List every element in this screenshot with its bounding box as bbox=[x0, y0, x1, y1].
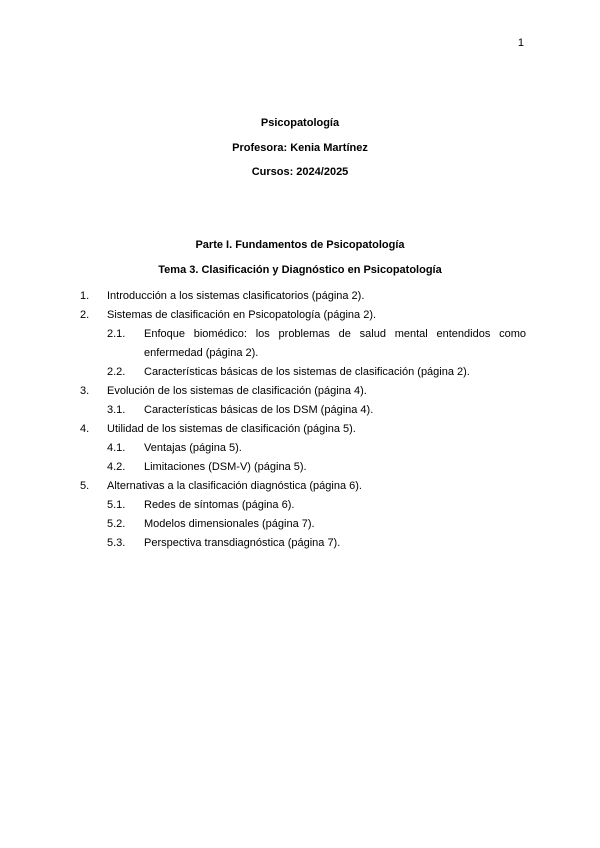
part-title: Parte I. Fundamentos de Psicopatología bbox=[195, 239, 405, 251]
toc-text: Sistemas de clasificación en Psicopatología (página 2). bbox=[107, 309, 377, 321]
topic-title: Tema 3. Clasificación y Diagnóstico en Psicopatología bbox=[158, 264, 442, 276]
toc-number: 5. bbox=[80, 480, 90, 492]
professor-name: Profesora: Kenia Martínez bbox=[232, 142, 368, 154]
toc-text: Redes de síntomas (página 6). bbox=[144, 499, 295, 511]
toc-text: Modelos dimensionales (página 7). bbox=[144, 518, 315, 530]
toc-text: Perspectiva transdiagnóstica (página 7). bbox=[144, 537, 341, 549]
course-year: Cursos: 2024/2025 bbox=[251, 166, 349, 178]
toc-number: 5.3. bbox=[107, 537, 126, 549]
toc-number: 5.2. bbox=[107, 518, 126, 530]
toc-text: Introducción a los sistemas clasificatorios (página 2). bbox=[107, 290, 365, 302]
toc-text: Características básicas de los sistemas de clasificación (página 2). bbox=[144, 366, 470, 378]
toc-text: Evolución de los sistemas de clasificación (página 4). bbox=[107, 385, 367, 397]
page-number: 1 bbox=[517, 37, 524, 49]
toc-number: 2. bbox=[80, 309, 90, 321]
toc-number: 2.1. bbox=[107, 328, 126, 340]
toc-number: 5.1. bbox=[107, 499, 126, 511]
document-title: Psicopatología bbox=[260, 117, 340, 129]
toc-number: 4. bbox=[80, 423, 90, 435]
toc-number: 4.1. bbox=[107, 442, 126, 454]
toc-number: 1. bbox=[80, 290, 90, 302]
toc-number: 2.2. bbox=[107, 366, 126, 378]
toc-text: Ventajas (página 5). bbox=[144, 442, 242, 454]
toc-text: Enfoque biomédico: los problemas de salud mental entendidos como bbox=[144, 328, 526, 340]
toc-number: 3.1. bbox=[107, 404, 126, 416]
toc-text: Utilidad de los sistemas de clasificación (página 5). bbox=[107, 423, 356, 435]
toc-number: 3. bbox=[80, 385, 90, 397]
toc-text: Alternativas a la clasificación diagnóstica (página 6). bbox=[107, 480, 362, 492]
toc-number: 4.2. bbox=[107, 461, 126, 473]
toc-text-continued: enfermedad (página 2). bbox=[144, 347, 259, 359]
toc-text: Limitaciones (DSM-V) (página 5). bbox=[144, 461, 307, 473]
toc-text: Características básicas de los DSM (página 4). bbox=[144, 404, 374, 416]
